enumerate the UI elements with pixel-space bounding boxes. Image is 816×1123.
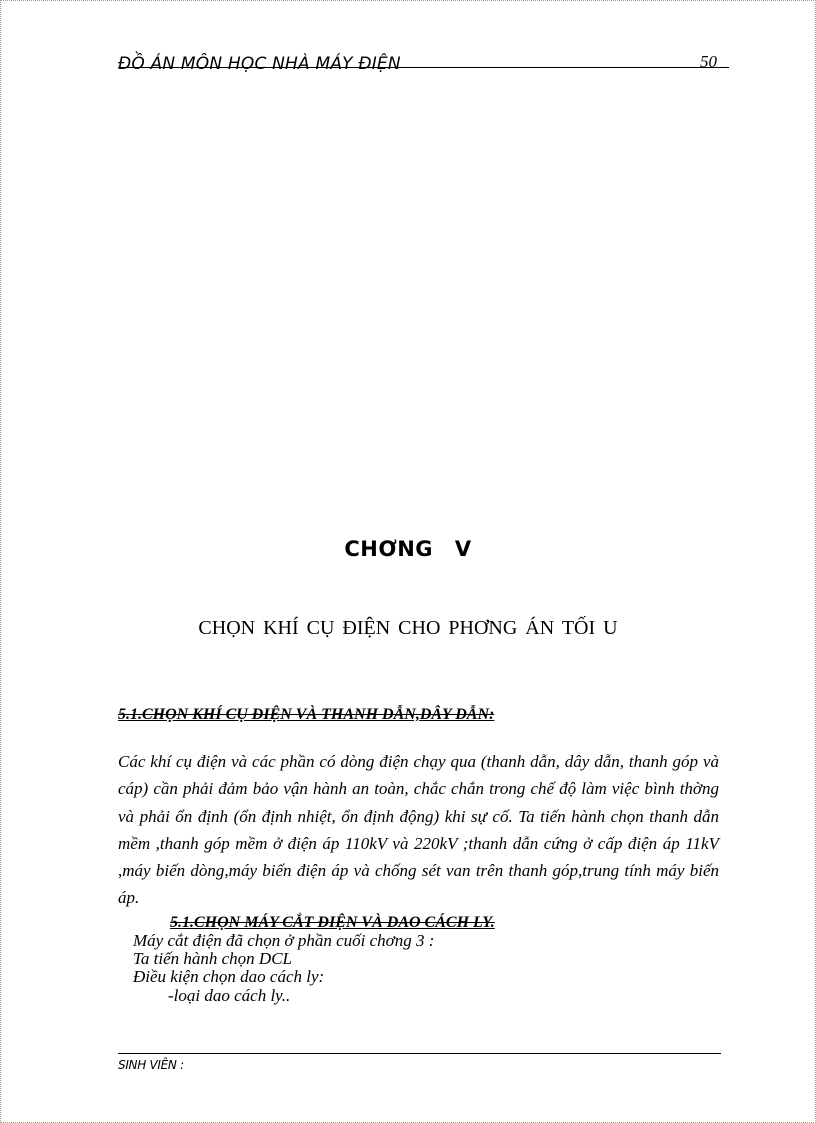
header-rule (118, 67, 729, 68)
chapter-title: CHƠNG V (344, 537, 472, 561)
section-1-paragraph: Các khí cụ điện và các phần có dòng điện chạy qua (thanh dẫn, dây dẫn, thanh góp và cáp) cần phải đảm bảo vận hành an toàn, chắc chắn trong chế độ làm việc bình thờng và phải ổn định (ổn định nhiệt, ổn định động) khi sự cố. Ta tiến hành chọn thanh dẫn mềm ,thanh góp mềm ở điện áp 110kV và 220kV ;thanh dẫn cứng ở cấp điện áp 11kV ,máy biến dòng,máy biến điện áp và chống sét van trên thanh góp,trung tính máy biến áp. (118, 752, 719, 908)
footer-student-label: SINH VIÊN : (118, 1058, 184, 1072)
section-2-heading: 5.1.CHỌN MÁY CẮT ĐIỆN VÀ DAO CÁCH LY. (170, 914, 495, 931)
body-line: Máy cắt điện đã chọn ở phần cuối chơng 3 : (133, 931, 435, 950)
chapter-subtitle: CHỌN KHÍ CỤ ĐIỆN CHO PHƠNG ÁN TỐI U (198, 617, 618, 639)
footer-rule (118, 1053, 721, 1054)
body-line: -loại dao cách ly.. (168, 986, 291, 1005)
body-line: Ta tiến hành chọn DCL (133, 949, 293, 968)
body-line: Điều kiện chọn dao cách ly: (133, 967, 325, 986)
header-title: ĐỒ ÁN MÔN HỌC NHÀ MÁY ĐIỆN (118, 54, 401, 74)
section-1-heading: 5.1.CHỌN KHÍ CỤ ĐIỆN VÀ THANH DẪN,DÂY DẪN: (118, 706, 495, 723)
page-number: 50 (700, 52, 717, 71)
